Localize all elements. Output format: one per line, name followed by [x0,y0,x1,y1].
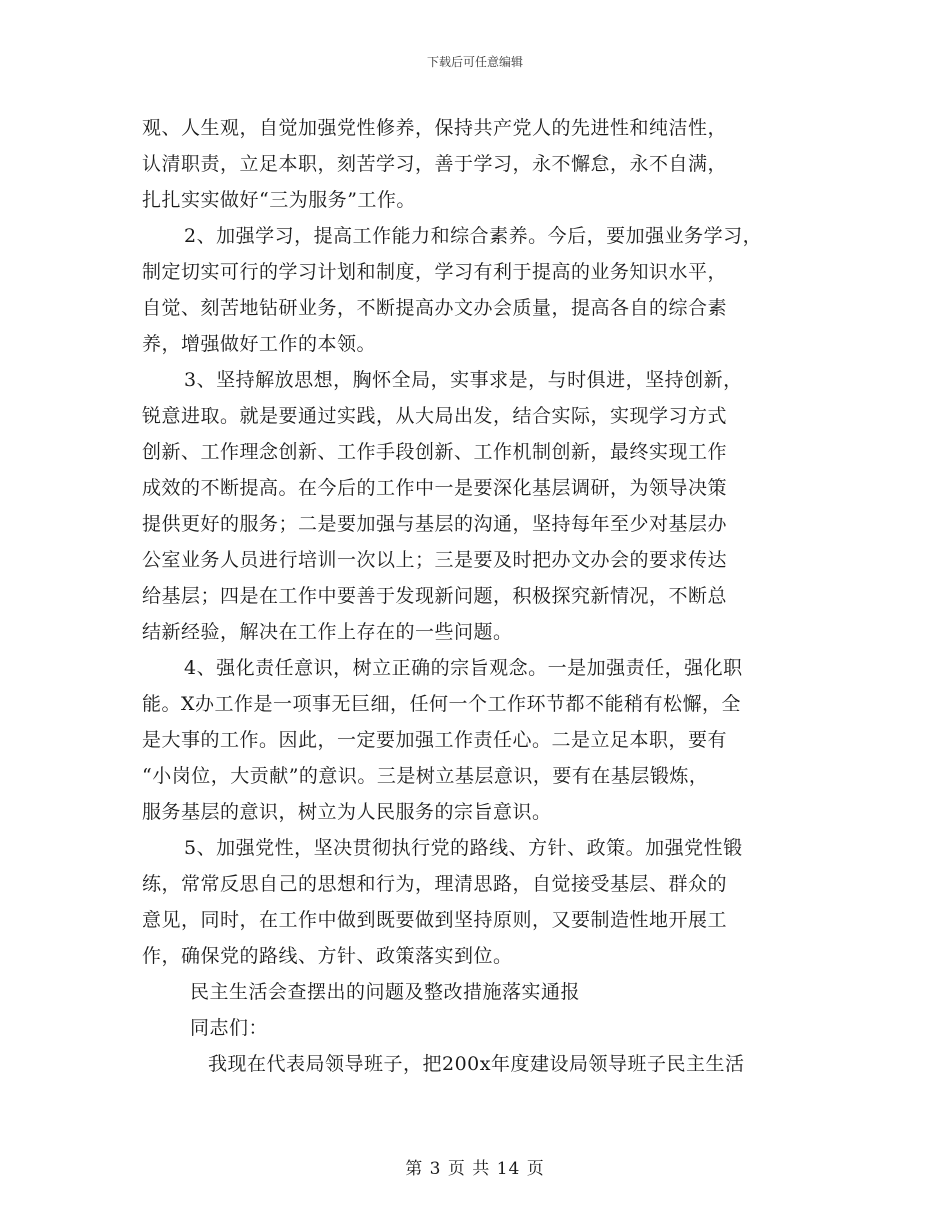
text-line: 成效的不断提高。在今后的工作中一是要深化基层调研，为领导决策 [142,477,728,499]
text-line: 扎扎实实做好“三为服务”工作。 [142,189,416,211]
text-line: 练，常常反思自己的思想和行为，理清思路，自觉接受基层、群众的 [142,873,728,895]
text-line: 作，确保党的路线、方针、政策落实到位。 [142,945,513,967]
text-line: 意见，同时，在工作中做到既要做到坚持原则，又要制造性地开展工 [142,909,728,931]
text-line: 我现在代表局领导班子，把200x年度建设局领导班子民主生活 [208,1053,745,1075]
text-line: 创新、工作理念创新、工作手段创新、工作机制创新，最终实现工作 [142,441,728,463]
section-title: 民主生活会查摆出的问题及整改措施落实通报 [190,981,581,1003]
text-line: 服务基层的意识，树立为人民服务的宗旨意识。 [142,801,552,823]
text-line: 公室业务人员进行培训一次以上；三是要及时把办文办会的要求传达 [142,549,728,571]
text-line: 结新经验，解决在工作上存在的一些问题。 [142,621,513,643]
text-line: 锐意进取。就是要通过实践，从大局出发，结合实际，实现学习方式 [142,405,728,427]
paragraph-3-start: 3、坚持解放思想，胸怀全局，实事求是，与时俱进，坚持创新， [184,369,743,391]
text-line: “小岗位，大贡献”的意识。三是树立基层意识，要有在基层锻炼， [142,765,709,787]
paragraph-5-start: 5、加强党性，坚决贯彻执行党的路线、方针、政策。加强党性锻 [184,837,743,859]
text-line: 是大事的工作。因此，一定要加强工作责任心。二是立足本职，要有 [142,729,728,751]
text-line: 养，增强做好工作的本领。 [142,333,377,355]
document-body [142,110,832,1082]
text-line: 给基层；四是在工作中要善于发现新问题，积极探究新情况，不断总 [142,585,728,607]
text-line: 自觉、刻苦地钻研业务，不断提高办文办会质量，提高各自的综合素 [142,297,728,319]
text-line: 能。X办工作是一项事无巨细，任何一个工作环节都不能稍有松懈，全 [142,693,742,715]
text-line: 制定切实可行的学习计划和制度，学习有利于提高的业务知识水平， [142,261,728,283]
paragraph-4-start: 4、强化责任意识，树立正确的宗旨观念。一是加强责任，强化职 [184,657,743,679]
text-line: 提供更好的服务；二是要加强与基层的沟通，坚持每年至少对基层办 [142,513,728,535]
page-footer: 第 3 页 共 14 页 [405,1159,545,1179]
page-header: 下载后可任意编辑 [426,55,523,69]
text-line: 观、人生观，自觉加强党性修养，保持共产党人的先进性和纯洁性， [142,117,728,139]
paragraph-2-start: 2、加强学习，提高工作能力和综合素养。今后，要加强业务学习， [184,225,763,247]
salutation: 同志们： [190,1017,269,1039]
text-line: 认清职责，立足本职，刻苦学习，善于学习，永不懈怠，永不自满， [142,153,728,175]
